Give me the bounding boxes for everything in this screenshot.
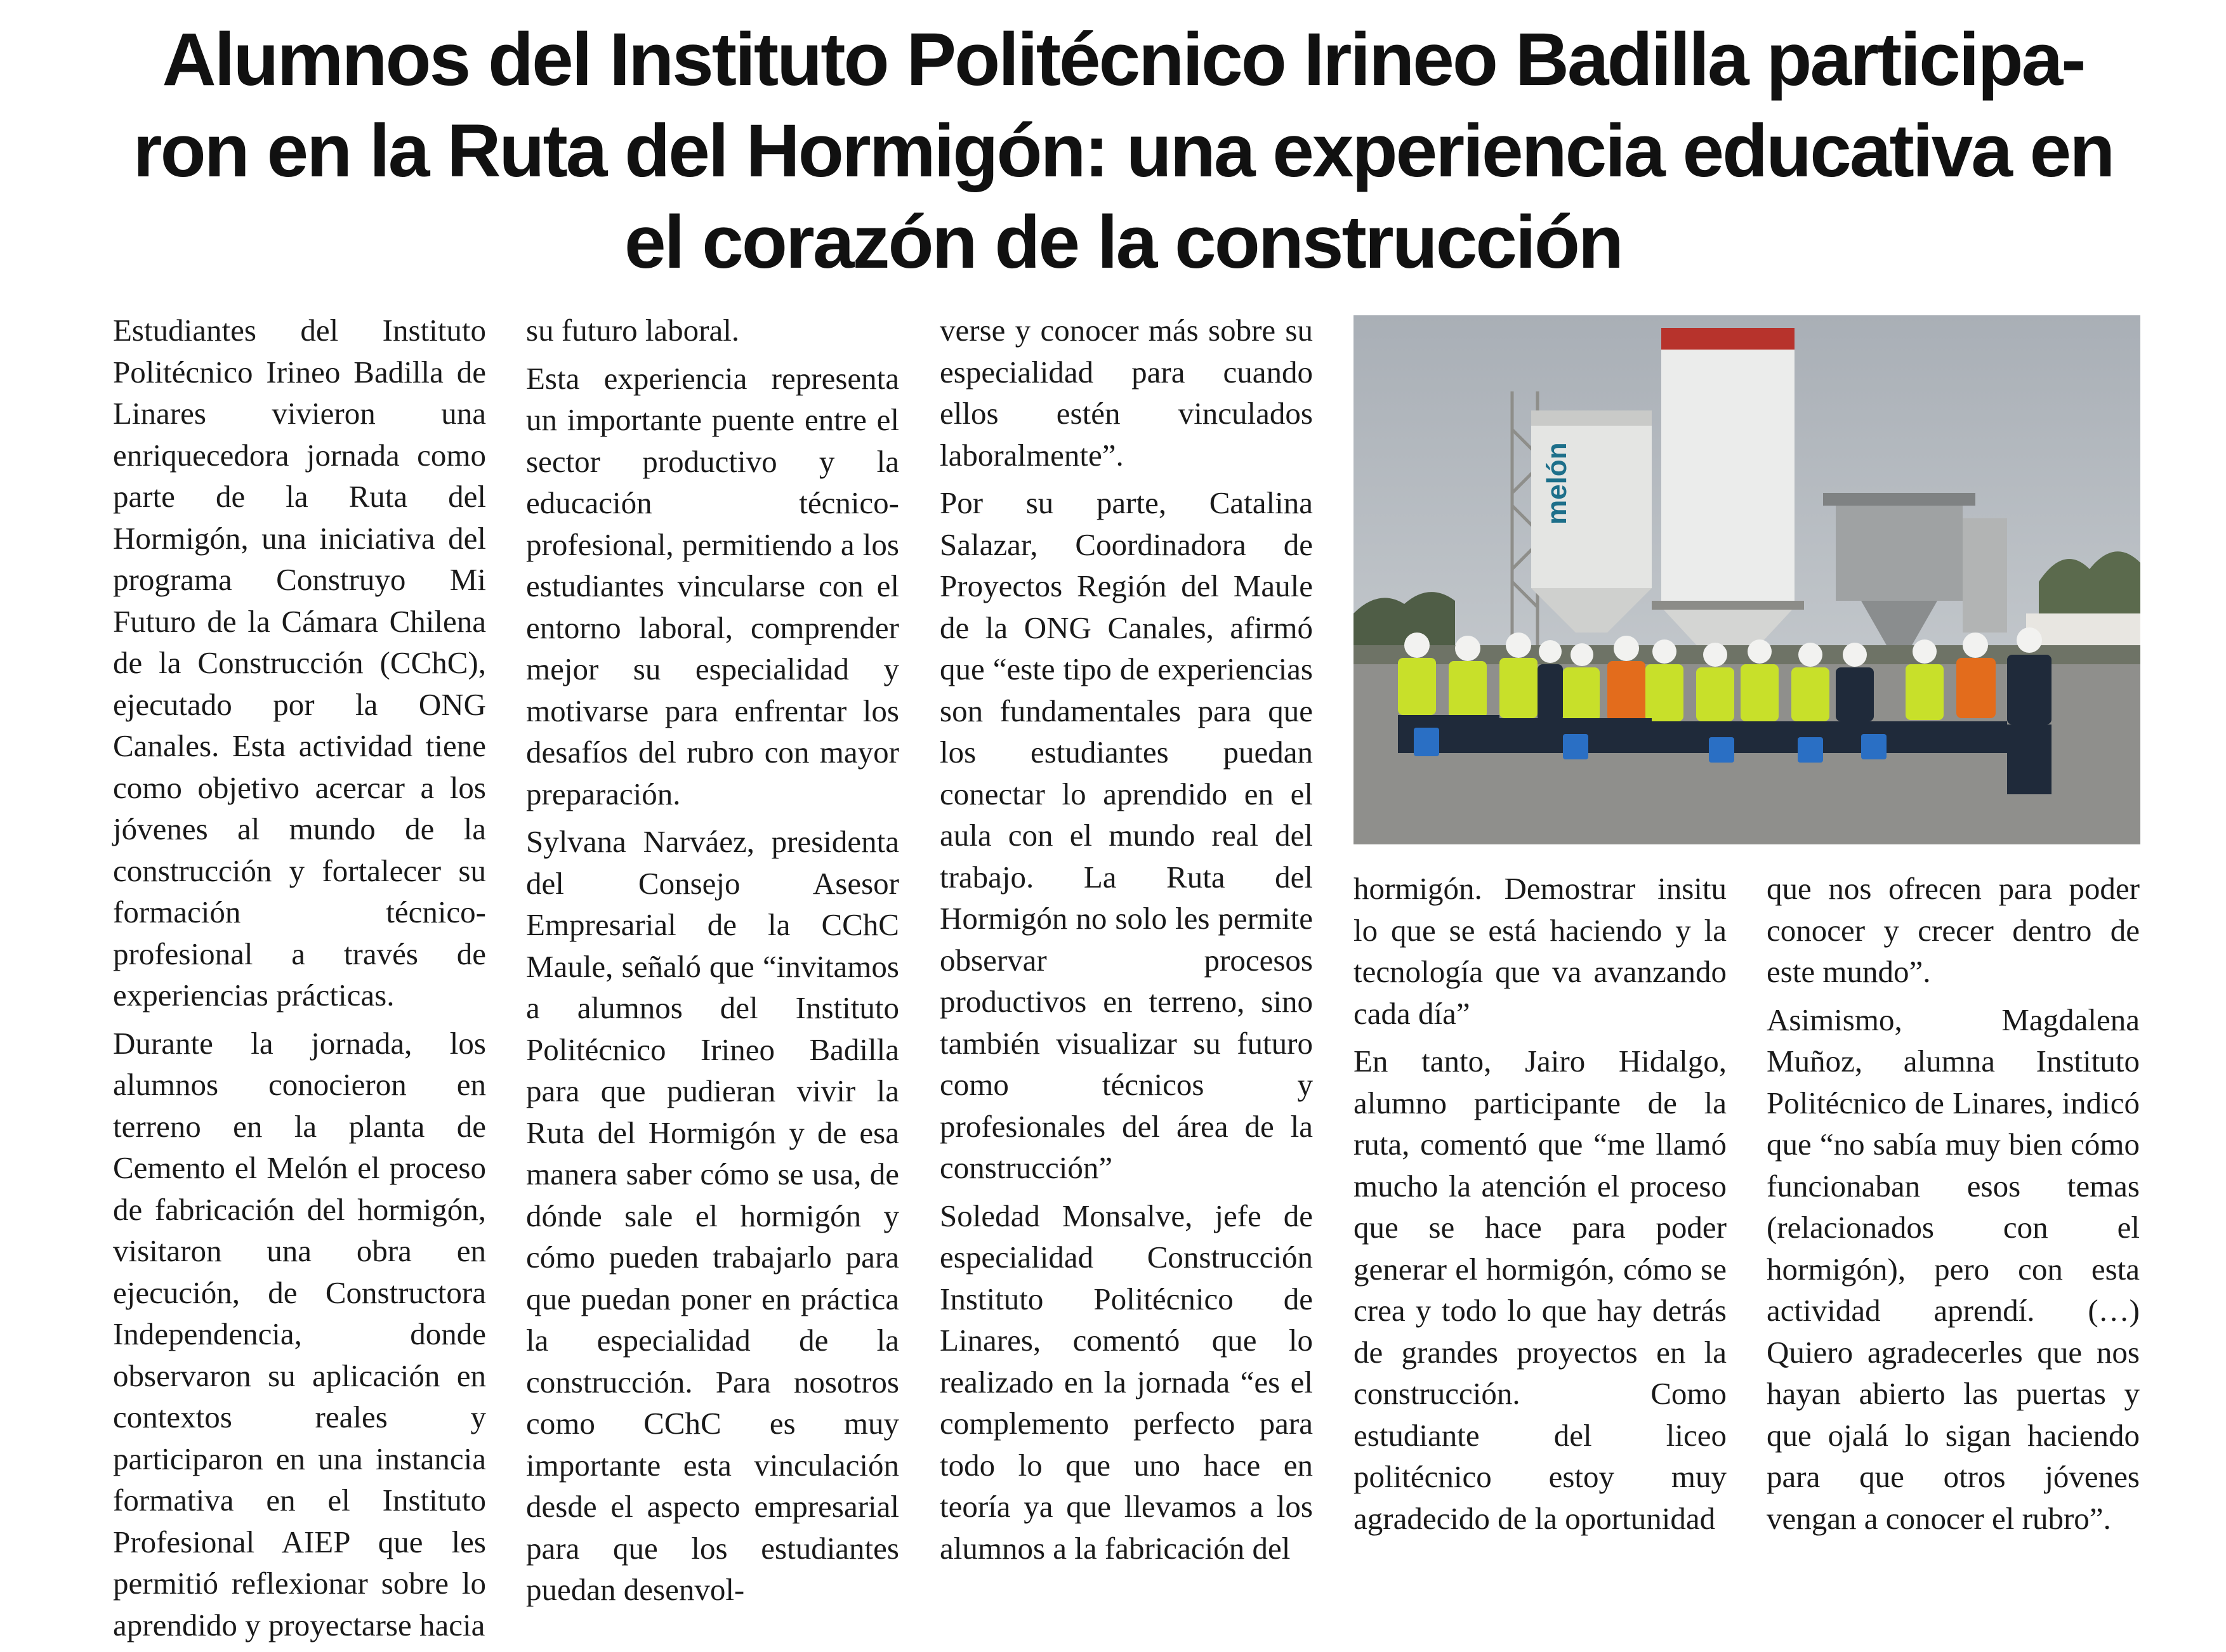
paragraph: Asimismo, Magdalena Muñoz, alumna Instituto Politécnico de Linares, indicó que “no sabía muy bien cómo funcionaban esos temas (relacionados con el hormigón), pero con esta actividad aprendí. (…) Quiero agradecerles que nos hayan abierto las puertas y que ojalá lo sigan haciendo para que otros jóvenes vengan a conocer el rubro”. [1767,1002,2140,1536]
group-photo-illustration [1353,315,2140,844]
paragraph: verse y conocer más sobre su especialidad para cuando ellos estén vinculados laboralmente”. [940,313,1313,473]
article-headline [108,14,2138,288]
paragraph: su futuro laboral. [526,313,740,348]
article-column-2 [526,310,899,1617]
paragraph: Durante la jornada, los alumnos conocieron en terreno en la planta de Cemento el Melón el proceso de fabricación del hormigón, visitaron una obra en ejecución, de Constructora Independencia, donde observaron su aplicación en contextos reales y participaron en una instancia formativa en el Instituto Profesional AIEP que les permitió reflexionar sobre lo aprendido y proyectarse hacia [113,1025,486,1642]
headline-line-2: ron en la Ruta del Hormigón: una experiencia educativa en [133,109,2114,193]
headline-line-1: Alumnos del Instituto Politécnico Irineo Badilla participa- [162,18,2084,102]
article-column-3 [940,310,1313,1575]
paragraph: En tanto, Jairo Hidalgo, alumno participante de la ruta, comentó que “me llamó mucho la atención el proceso que se hace para poder generar el hormigón, cómo se crea y todo lo que hay detrás de grandes proyectos en la construcción. Como estudiante del liceo politécnico estoy muy agradecido de la oportunidad [1353,1044,1727,1536]
paragraph: Soledad Monsalve, jefe de especialidad Construcción Instituto Politécnico de Linares, comentó que lo realizado en la jornada “es el complemento perfecto para todo lo que uno hace en teoría ya que llevamos a los alumnos a la fabricación del [940,1198,1313,1566]
paragraph: hormigón. Demostrar insitu lo que se está haciendo y la tecnología que va avanzando cada día” [1353,871,1727,1031]
paragraph: que nos ofrecen para poder conocer y crecer dentro de este mundo”. [1767,871,2140,989]
silo-right [1652,328,1804,652]
article-column-5 [1767,868,2140,1545]
article-column-1 [113,310,486,1652]
headline-line-3: el corazón de la construcción [624,200,1622,284]
paragraph: Sylvana Narváez, presidenta del Consejo Asesor Empresarial de la CChC Maule, señaló que “invitamos a alumnos del Instituto Politécnico Irineo Badilla para que pudieran vivir la Ruta del Hormigón y de esa manera saber cómo se usa, de dónde sale el hormigón y cómo pueden trabajarlo para que puedan poner en práctica la especialidad de la construcción. Para nosotros como CChC es muy importante esta vinculación desde el aspecto empresarial para que los estudiantes puedan desenvol- [526,824,899,1607]
silo-left [1531,410,1652,633]
paragraph: Estudiantes del Instituto Politécnico Irineo Badilla de Linares vivieron una enriquecedora jornada como parte de la Ruta del Hormigón, una iniciativa del programa Construyo Mi Futuro de la Cámara Chilena de la Construcción (CChC), ejecutado por la ONG Canales. Esta actividad tiene como objetivo acercar a los jóvenes al mundo de la construcción y fortalecer su formación técnico-profesional a través de experiencias prácticas. [113,313,486,1013]
paragraph: Por su parte, Catalina Salazar, Coordinadora de Proyectos Región del Maule de la ONG Canales, afirmó que “este tipo de experiencias son fundamentales para que los estudiantes puedan conectar lo aprendido en el aula con el mundo real del trabajo. La Ruta del Hormigón no solo les permite observar procesos productivos en terreno, sino también visualizar su futuro como técnicos y profesionales del área de la construcción” [940,485,1313,1185]
silo-logo-text: melón [1541,442,1572,525]
paragraph: Esta experiencia representa un importante puente entre el sector productivo y la educación técnico-profesional, permitiendo a los estudiantes vincularse con el entorno laboral, comprender mejor su especialidad y motivarse para enfrentar los desafíos del rubro con mayor preparación. [526,360,899,811]
article-photo [1353,315,2140,844]
article-column-4 [1353,868,1727,1545]
